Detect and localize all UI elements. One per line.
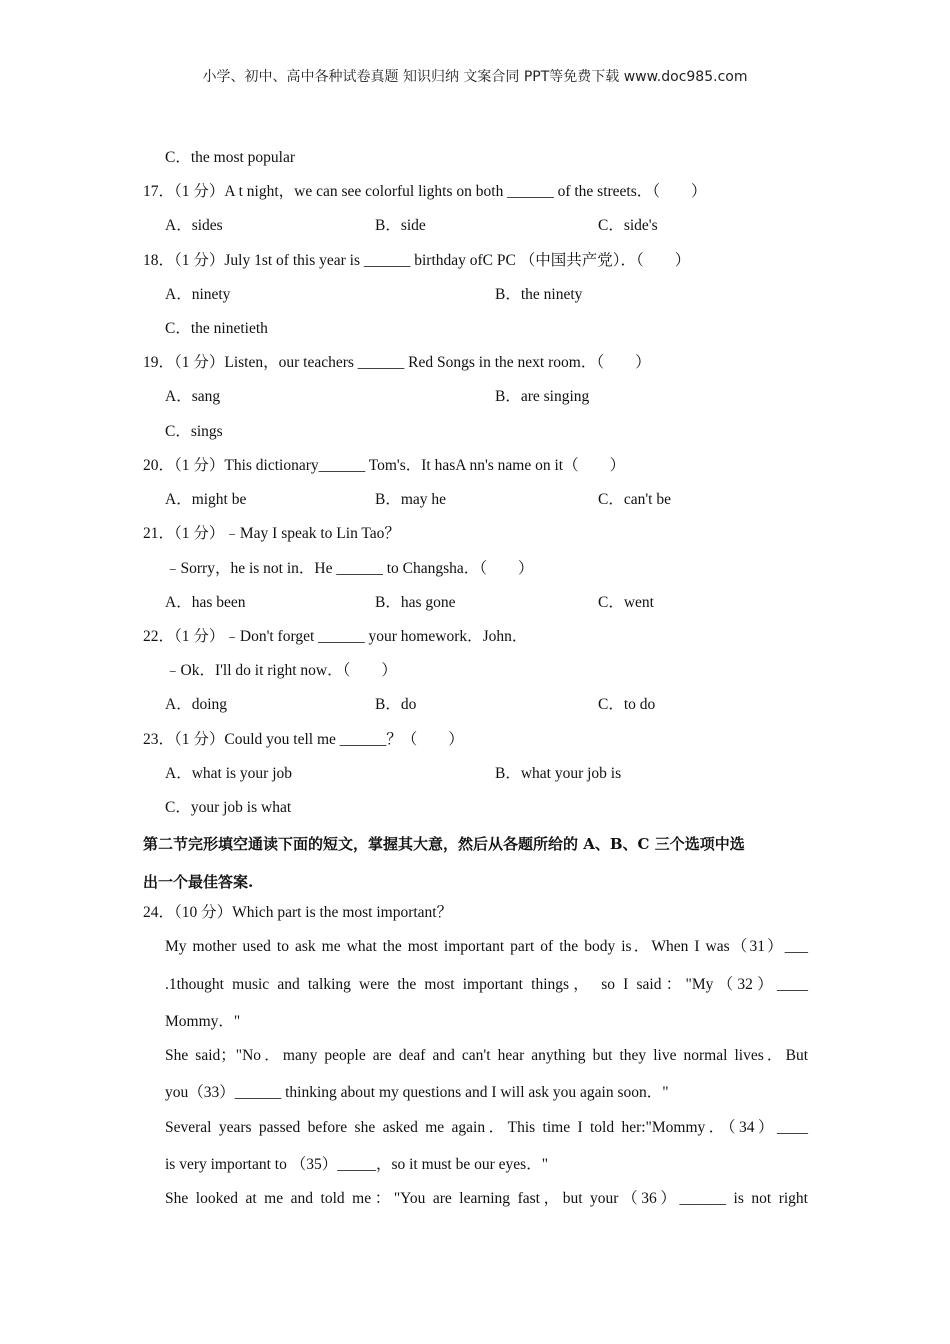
- q21-option-b: B．has gone: [375, 594, 456, 611]
- q19-option-c: C．sings: [165, 423, 223, 440]
- passage-line-8: She looked at me and told me："You are learning fast，but your（36）______ is not right: [165, 1190, 808, 1207]
- q17-stem: 17．（1 分）A t night，we can see colorful lights on both ______ of the streets．（ ）: [143, 183, 707, 200]
- q23-stem: 23．（1 分）Could you tell me ______？（ ）: [143, 731, 464, 748]
- q21-option-c: C．went: [598, 594, 654, 611]
- q21-option-a: A．has been: [165, 594, 246, 611]
- section-heading-cont: 出一个最佳答案.: [143, 873, 254, 891]
- q17-option-b: B．side: [375, 217, 426, 234]
- passage-line-2: .1thought music and talking were the most important things， so I said："My（32）____: [165, 976, 808, 993]
- q22-dialog-line: ﹣Ok．I'll do it right now．（ ）: [165, 662, 397, 679]
- page-header: 小学、初中、高中各种试卷真题 知识归纳 文案合同 PPT等免费下载 www.doc985.com: [202, 69, 748, 85]
- q22-option-c: C．to do: [598, 696, 656, 713]
- q18-option-c: C．the ninetieth: [165, 320, 268, 337]
- passage-line-1: My mother used to ask me what the most important part of the body is．When I was（31）___: [165, 938, 808, 955]
- passage-line-5: you（33）______ thinking about my questions and I will ask you again soon．": [165, 1084, 669, 1101]
- q24-stem: 24．（10 分）Which part is the most important？: [143, 904, 453, 921]
- q23-option-c: C．your job is what: [165, 799, 292, 816]
- passage-line-4: She said；"No．many people are deaf and can't hear anything but they live normal lives．But: [165, 1047, 808, 1064]
- q19-option-b: B．are singing: [495, 388, 590, 405]
- q18-option-b: B．the ninety: [495, 286, 583, 303]
- q20-option-b: B．may he: [375, 491, 447, 508]
- q23-option-a: A．what is your job: [165, 765, 293, 782]
- q17-option-a: A．sides: [165, 217, 223, 234]
- q21-stem: 21．（1 分）﹣May I speak to Lin Tao？: [143, 525, 400, 542]
- q19-stem: 19．（1 分）Listen，our teachers ______ Red Songs in the next room．（ ）: [143, 354, 651, 371]
- q20-option-a: A．might be: [165, 491, 247, 508]
- q19-option-a: A．sang: [165, 388, 221, 405]
- passage-line-6: Several years passed before she asked me again．This time I told her:"Mommy．（34）____: [165, 1119, 808, 1136]
- passage-line-7: is very important to （35）_____，so it must be our eyes．": [165, 1156, 549, 1173]
- passage-line-3: Mommy．": [165, 1013, 241, 1030]
- q22-option-a: A．doing: [165, 696, 228, 713]
- section-heading: 第二节完形填空通读下面的短文，掌握其大意，然后从各题所给的 A、B、C 三个选项中选: [143, 835, 745, 853]
- q17-option-c: C．side's: [598, 217, 658, 234]
- q21-dialog-line: ﹣Sorry，he is not in．He ______ to Changsha．（ ）: [165, 560, 534, 577]
- q18-stem: 18．（1 分）July 1st of this year is ______ birthday ofC PC （中国共产党）．（ ）: [143, 252, 691, 269]
- q23-option-b: B．what your job is: [495, 765, 622, 782]
- q18-option-a: A．ninety: [165, 286, 231, 303]
- q16-option-c: C．the most popular: [165, 149, 296, 166]
- q22-stem: 22．（1 分）﹣Don't forget ______ your homework．John．: [143, 628, 528, 645]
- q22-option-b: B．do: [375, 696, 417, 713]
- q20-stem: 20．（1 分）This dictionary______ Tom's．It hasA nn's name on it（ ）: [143, 457, 626, 474]
- q20-option-c: C．can't be: [598, 491, 671, 508]
